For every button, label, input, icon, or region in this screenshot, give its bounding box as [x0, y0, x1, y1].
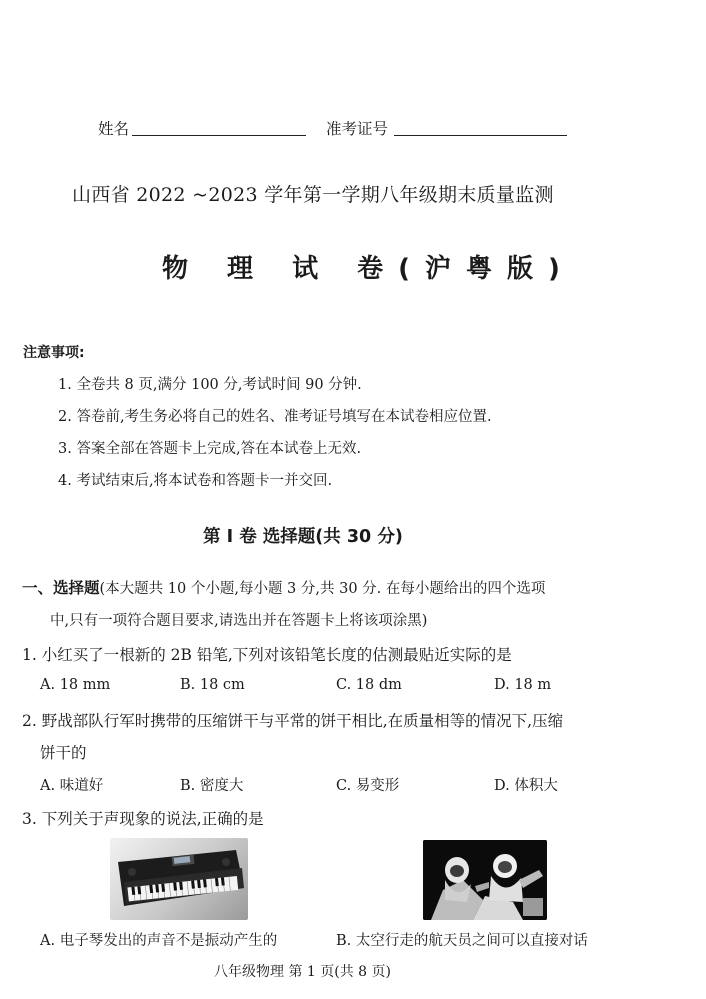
question-1-stem: 1. 小红买了一根新的 2B 铅笔,下列对该铅笔长度的估测最贴近实际的是 [22, 646, 512, 664]
notice-item: 3. 答案全部在答题卡上完成,答在本试卷上无效. [58, 441, 362, 457]
question-2-option-b: B. 密度大 [180, 778, 244, 794]
notice-heading: 注意事项: [23, 345, 85, 361]
question-1-option-a: A. 18 mm [40, 677, 111, 693]
part1-intro-line1: (本大题共 10 个小题,每小题 3 分,共 30 分. 在每小题给出的四个选项 [99, 581, 546, 597]
question-1-option-b: B. 18 cm [180, 677, 245, 693]
astronaut-spacewalk-photo [423, 840, 547, 920]
question-2-stem-line2: 饼干的 [40, 744, 87, 762]
section-title: 第 I 卷 选择题(共 30 分) [203, 527, 403, 547]
question-3-option-b: B. 太空行走的航天员之间可以直接对话 [336, 933, 588, 949]
notice-item: 1. 全卷共 8 页,满分 100 分,考试时间 90 分钟. [58, 377, 362, 393]
question-3-option-a: A. 电子琴发出的声音不是振动产生的 [40, 933, 278, 949]
question-2-stem-line1: 2. 野战部队行军时携带的压缩饼干与平常的饼干相比,在质量相等的情况下,压缩 [22, 712, 564, 730]
exam-id-blank [394, 135, 567, 136]
name-blank [132, 135, 306, 136]
part1-instructions [22, 576, 545, 598]
question-1-option-d: D. 18 m [494, 677, 552, 693]
electronic-keyboard-photo [110, 838, 248, 920]
question-2-option-d: D. 体积大 [494, 778, 558, 794]
exam-title: 山西省 2022 ~2023 学年第一学期八年级期末质量监测 [72, 184, 554, 206]
part1-label: 一、选择题 [22, 579, 100, 597]
notice-item: 2. 答卷前,考生务必将自己的姓名、准考证号填写在本试卷相应位置. [58, 409, 492, 425]
question-1-option-c: C. 18 dm [336, 677, 402, 693]
notice-item: 4. 考试结束后,将本试卷和答题卡一并交回. [58, 473, 333, 489]
name-label: 姓名 [98, 120, 130, 138]
keyboard-illustration [110, 838, 248, 920]
subject-title: 物 理 试 卷(沪粤版) [162, 254, 575, 284]
part1-intro-line2: 中,只有一项符合题目要求,请选出并在答题卡上将该项涂黑) [50, 613, 428, 629]
page-footer: 八年级物理 第 1 页(共 8 页) [214, 964, 391, 980]
astronaut-illustration [423, 840, 547, 920]
question-2-option-a: A. 味道好 [40, 778, 104, 794]
question-2-option-c: C. 易变形 [336, 778, 400, 794]
question-3-stem: 3. 下列关于声现象的说法,正确的是 [22, 810, 264, 828]
exam-id-label: 准考证号 [326, 120, 389, 138]
